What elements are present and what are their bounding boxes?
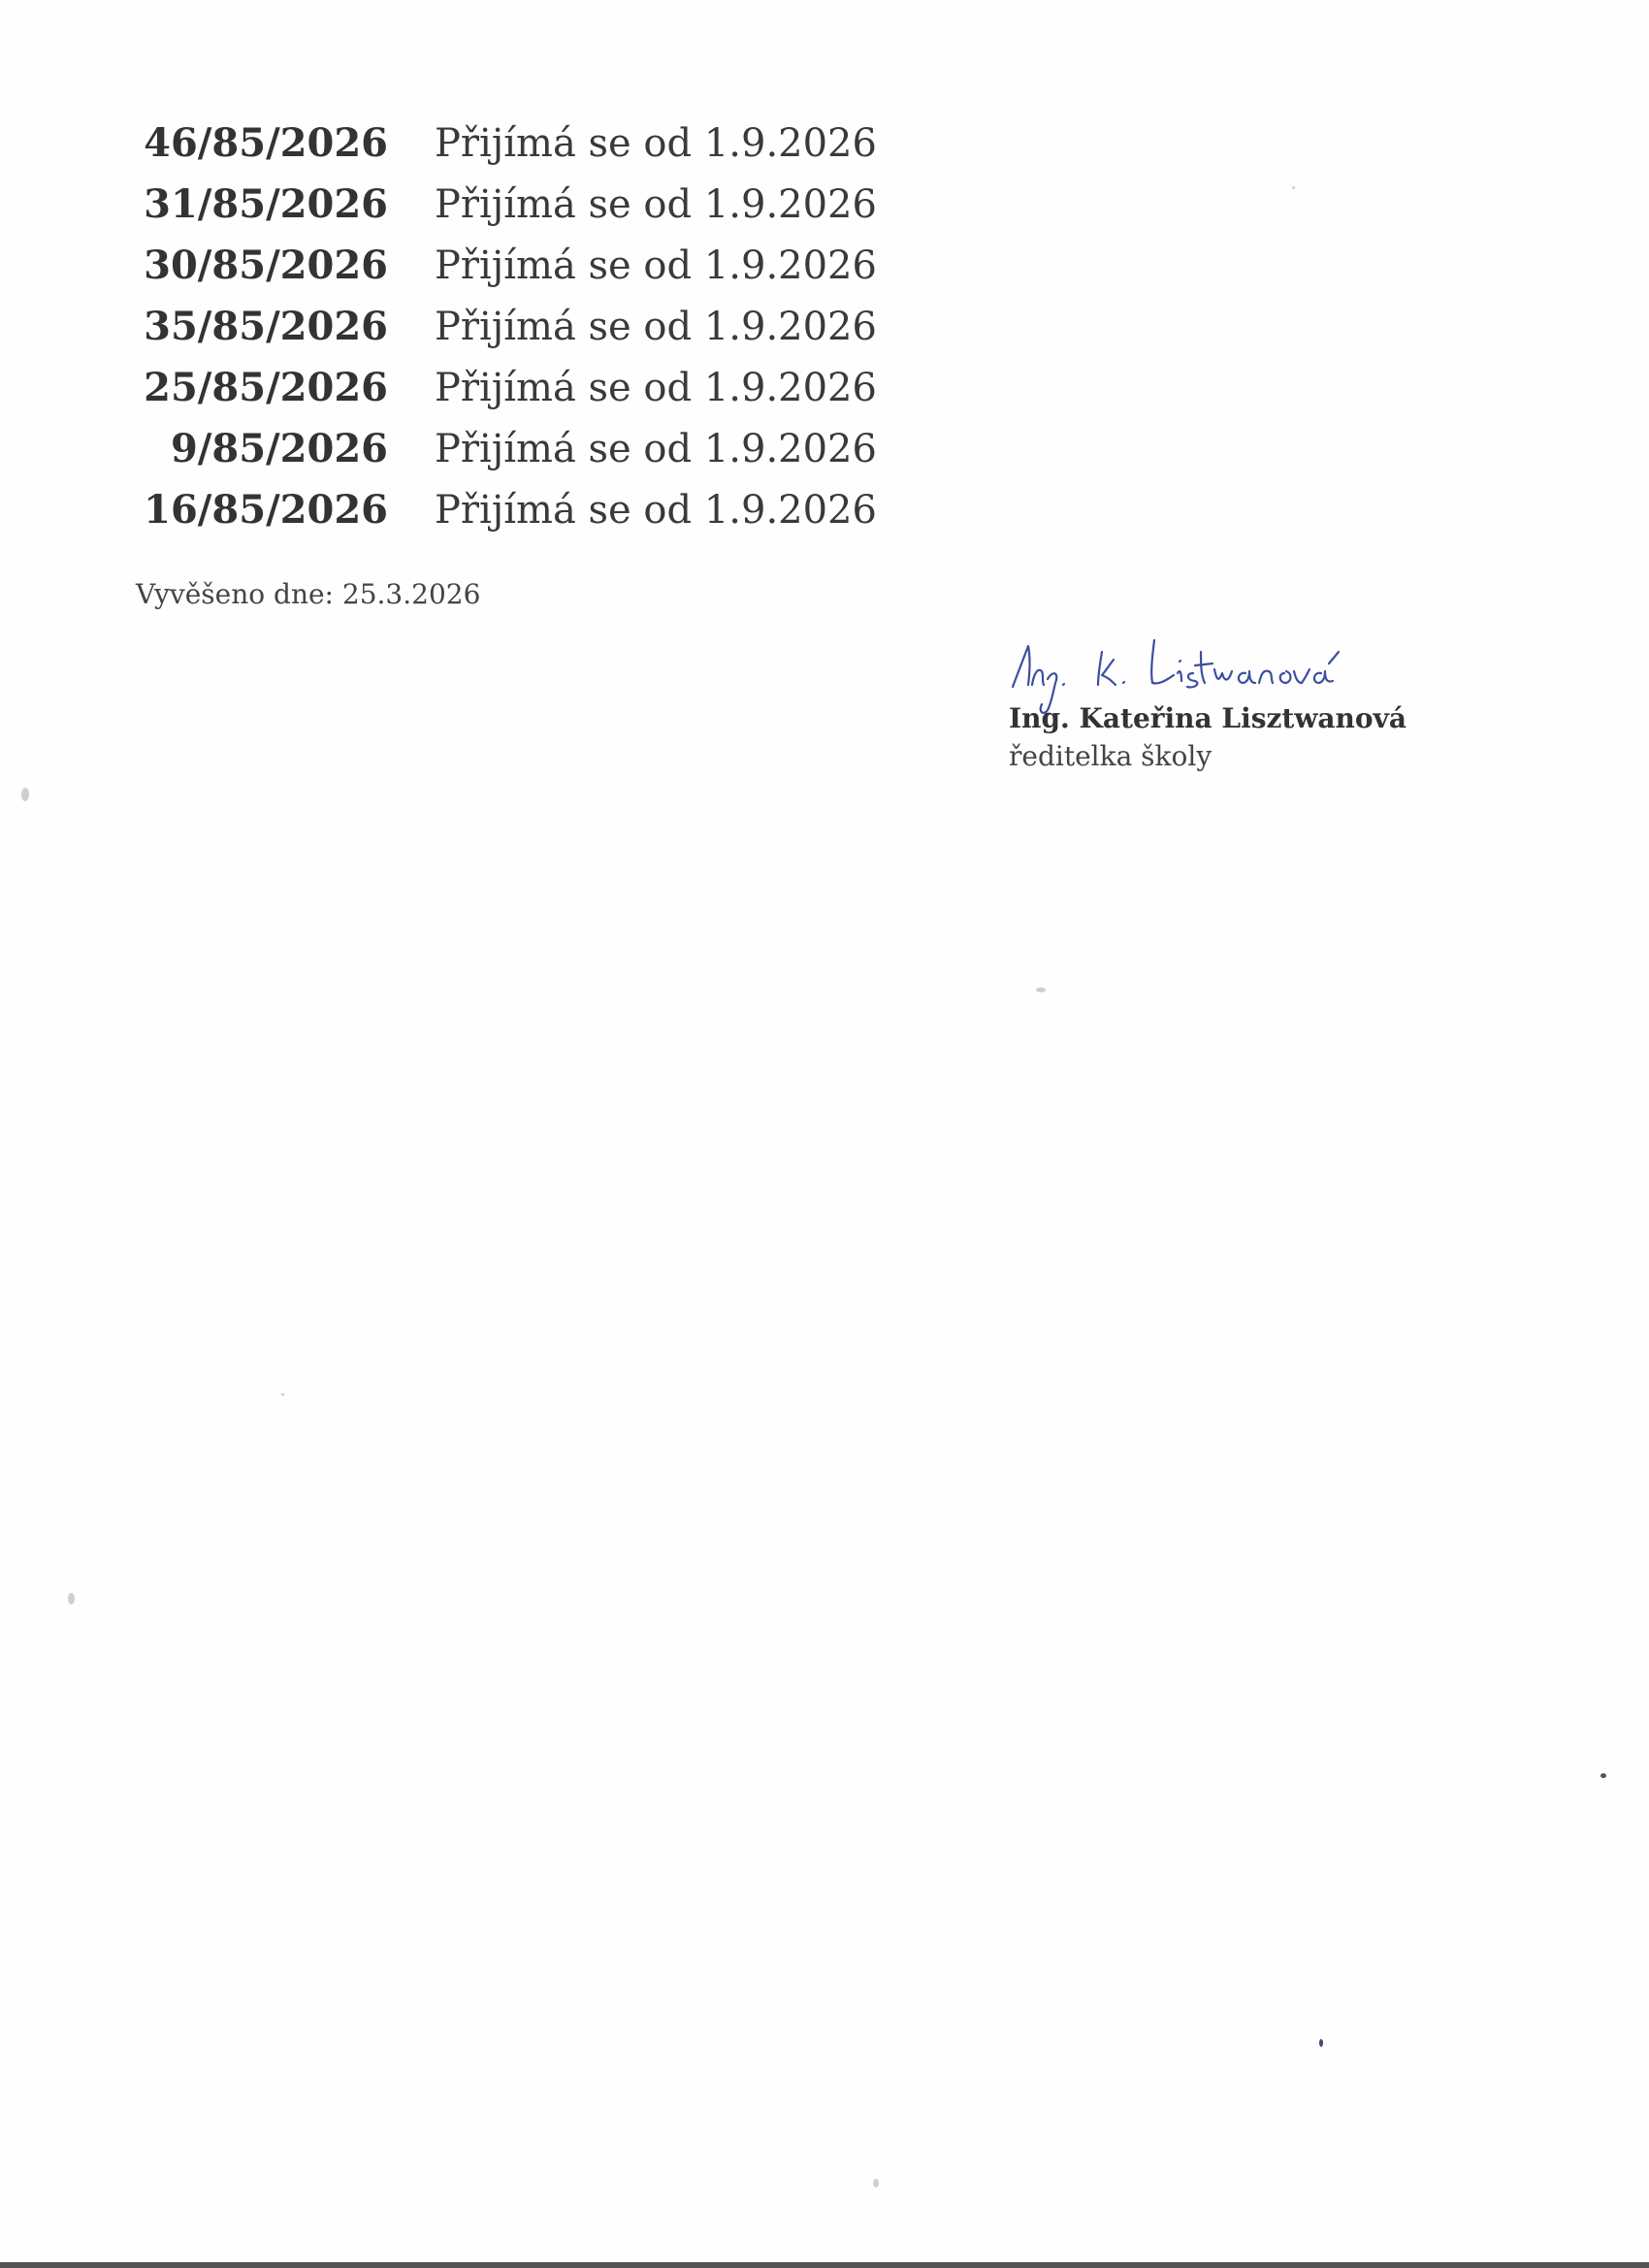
- registration-code: 46/85/2026: [144, 120, 388, 166]
- admission-status: Přijímá se od 1.9.2026: [435, 366, 877, 410]
- scan-bottom-edge: [0, 2262, 1649, 2268]
- posted-date: Vyvěšeno dne: 25.3.2026: [136, 578, 481, 610]
- result-row: [136, 479, 912, 540]
- registration-code: 31/85/2026: [144, 181, 388, 227]
- scan-speck: [21, 788, 29, 801]
- scan-speck: [873, 2179, 879, 2187]
- scan-speck: [68, 1593, 75, 1604]
- signature-block: [1009, 631, 1455, 772]
- admission-status: Přijímá se od 1.9.2026: [435, 182, 877, 227]
- result-row: [136, 357, 912, 418]
- registration-code: 30/85/2026: [144, 243, 388, 288]
- scan-speck: [1319, 2039, 1323, 2047]
- signer-name: Ing. Kateřina Lisztwanová: [1009, 702, 1407, 734]
- admission-status: Přijímá se od 1.9.2026: [435, 488, 877, 533]
- result-row: [136, 296, 912, 357]
- scan-speck: [1292, 186, 1295, 189]
- registration-code: 35/85/2026: [144, 304, 388, 349]
- admission-results-list: [136, 113, 912, 540]
- scan-speck: [281, 1393, 284, 1396]
- admission-status: Přijímá se od 1.9.2026: [435, 427, 877, 471]
- result-row: [136, 418, 912, 479]
- registration-code: 16/85/2026: [144, 487, 388, 533]
- registration-code: 9/85/2026: [170, 426, 388, 471]
- registration-code: 25/85/2026: [144, 365, 388, 410]
- admission-status: Přijímá se od 1.9.2026: [435, 305, 877, 349]
- scan-speck: [1600, 1773, 1606, 1778]
- signer-role: ředitelka školy: [1009, 740, 1212, 772]
- admission-status: Přijímá se od 1.9.2026: [435, 121, 877, 166]
- result-row: [136, 113, 912, 174]
- admission-status: Přijímá se od 1.9.2026: [435, 243, 877, 288]
- result-row: [136, 235, 912, 296]
- result-row: [136, 174, 912, 235]
- scan-speck: [1036, 988, 1046, 992]
